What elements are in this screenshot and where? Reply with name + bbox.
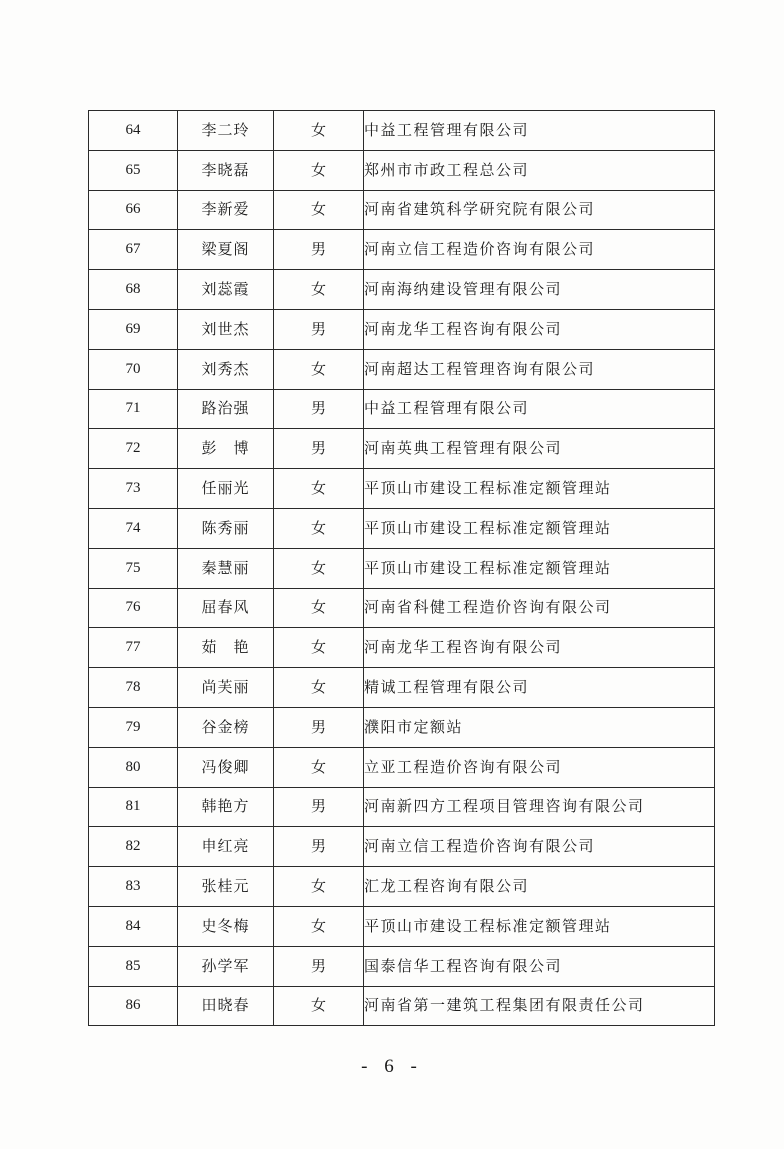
- organization-cell: 河南新四方工程项目管理咨询有限公司: [364, 787, 715, 827]
- gender-cell: 男: [274, 707, 364, 747]
- gender-cell: 女: [274, 906, 364, 946]
- gender-cell: 女: [274, 190, 364, 230]
- row-number-cell: 84: [89, 906, 178, 946]
- name-cell: 秦慧丽: [178, 548, 274, 588]
- organization-cell: 河南省建筑科学研究院有限公司: [364, 190, 715, 230]
- organization-cell: 河南立信工程造价咨询有限公司: [364, 230, 715, 270]
- organization-cell: 河南英典工程管理有限公司: [364, 429, 715, 469]
- organization-cell: 河南海纳建设管理有限公司: [364, 270, 715, 310]
- row-number-cell: 86: [89, 986, 178, 1026]
- name-cell: 路治强: [178, 389, 274, 429]
- name-cell: 李晓磊: [178, 150, 274, 190]
- table-row: [89, 668, 715, 708]
- roster-table-body: [89, 111, 715, 1026]
- row-number-cell: 79: [89, 707, 178, 747]
- gender-cell: 男: [274, 946, 364, 986]
- organization-cell: 国泰信华工程咨询有限公司: [364, 946, 715, 986]
- gender-cell: 女: [274, 747, 364, 787]
- organization-cell: 汇龙工程咨询有限公司: [364, 867, 715, 907]
- row-number-cell: 75: [89, 548, 178, 588]
- gender-cell: 女: [274, 548, 364, 588]
- table-row: [89, 747, 715, 787]
- row-number-cell: 67: [89, 230, 178, 270]
- name-cell: 刘世杰: [178, 309, 274, 349]
- row-number-cell: 65: [89, 150, 178, 190]
- table-row: [89, 946, 715, 986]
- organization-cell: 河南省科健工程造价咨询有限公司: [364, 588, 715, 628]
- row-number-cell: 76: [89, 588, 178, 628]
- table-row: [89, 270, 715, 310]
- gender-cell: 女: [274, 628, 364, 668]
- name-cell: 张桂元: [178, 867, 274, 907]
- gender-cell: 男: [274, 389, 364, 429]
- name-cell: 屈春风: [178, 588, 274, 628]
- table-row: [89, 628, 715, 668]
- gender-cell: 女: [274, 867, 364, 907]
- name-cell: 茹 艳: [178, 628, 274, 668]
- organization-cell: 河南省第一建筑工程集团有限责任公司: [364, 986, 715, 1026]
- row-number-cell: 81: [89, 787, 178, 827]
- organization-cell: 河南龙华工程咨询有限公司: [364, 628, 715, 668]
- row-number-cell: 69: [89, 309, 178, 349]
- organization-cell: 立亚工程造价咨询有限公司: [364, 747, 715, 787]
- organization-cell: 平顶山市建设工程标准定额管理站: [364, 906, 715, 946]
- name-cell: 任丽光: [178, 469, 274, 509]
- gender-cell: 男: [274, 827, 364, 867]
- table-row: [89, 469, 715, 509]
- table-row: [89, 230, 715, 270]
- name-cell: 李二玲: [178, 111, 274, 151]
- table-row: [89, 707, 715, 747]
- gender-cell: 男: [274, 429, 364, 469]
- table-row: [89, 906, 715, 946]
- organization-cell: 河南龙华工程咨询有限公司: [364, 309, 715, 349]
- name-cell: 孙学军: [178, 946, 274, 986]
- name-cell: 陈秀丽: [178, 508, 274, 548]
- name-cell: 韩艳方: [178, 787, 274, 827]
- table-row: [89, 867, 715, 907]
- gender-cell: 男: [274, 787, 364, 827]
- gender-cell: 男: [274, 230, 364, 270]
- row-number-cell: 83: [89, 867, 178, 907]
- table-row: [89, 309, 715, 349]
- row-number-cell: 78: [89, 668, 178, 708]
- table-row: [89, 787, 715, 827]
- name-cell: 尚芙丽: [178, 668, 274, 708]
- table-row: [89, 588, 715, 628]
- name-cell: 李新爱: [178, 190, 274, 230]
- name-cell: 梁夏阁: [178, 230, 274, 270]
- organization-cell: 精诚工程管理有限公司: [364, 668, 715, 708]
- organization-cell: 濮阳市定额站: [364, 707, 715, 747]
- row-number-cell: 82: [89, 827, 178, 867]
- organization-cell: 平顶山市建设工程标准定额管理站: [364, 548, 715, 588]
- row-number-cell: 71: [89, 389, 178, 429]
- name-cell: 冯俊卿: [178, 747, 274, 787]
- name-cell: 申红亮: [178, 827, 274, 867]
- table-row: [89, 349, 715, 389]
- row-number-cell: 68: [89, 270, 178, 310]
- organization-cell: 河南立信工程造价咨询有限公司: [364, 827, 715, 867]
- organization-cell: 中益工程管理有限公司: [364, 111, 715, 151]
- table-row: [89, 827, 715, 867]
- name-cell: 彭 博: [178, 429, 274, 469]
- table-row: [89, 508, 715, 548]
- table-row: [89, 111, 715, 151]
- name-cell: 刘蕊霞: [178, 270, 274, 310]
- gender-cell: 男: [274, 309, 364, 349]
- organization-cell: 平顶山市建设工程标准定额管理站: [364, 508, 715, 548]
- page-number: - 6 -: [361, 1056, 423, 1077]
- table-row: [89, 548, 715, 588]
- gender-cell: 女: [274, 986, 364, 1026]
- table-row: [89, 150, 715, 190]
- gender-cell: 女: [274, 270, 364, 310]
- row-number-cell: 66: [89, 190, 178, 230]
- name-cell: 谷金榜: [178, 707, 274, 747]
- name-cell: 史冬梅: [178, 906, 274, 946]
- row-number-cell: 70: [89, 349, 178, 389]
- row-number-cell: 80: [89, 747, 178, 787]
- gender-cell: 女: [274, 668, 364, 708]
- row-number-cell: 74: [89, 508, 178, 548]
- gender-cell: 女: [274, 588, 364, 628]
- table-row: [89, 389, 715, 429]
- gender-cell: 女: [274, 150, 364, 190]
- table-row: [89, 190, 715, 230]
- organization-cell: 郑州市市政工程总公司: [364, 150, 715, 190]
- gender-cell: 女: [274, 508, 364, 548]
- row-number-cell: 64: [89, 111, 178, 151]
- organization-cell: 中益工程管理有限公司: [364, 389, 715, 429]
- roster-table: [88, 110, 715, 1026]
- name-cell: 刘秀杰: [178, 349, 274, 389]
- gender-cell: 女: [274, 469, 364, 509]
- gender-cell: 女: [274, 111, 364, 151]
- row-number-cell: 77: [89, 628, 178, 668]
- table-row: [89, 986, 715, 1026]
- table-row: [89, 429, 715, 469]
- organization-cell: 平顶山市建设工程标准定额管理站: [364, 469, 715, 509]
- organization-cell: 河南超达工程管理咨询有限公司: [364, 349, 715, 389]
- gender-cell: 女: [274, 349, 364, 389]
- row-number-cell: 73: [89, 469, 178, 509]
- row-number-cell: 72: [89, 429, 178, 469]
- name-cell: 田晓春: [178, 986, 274, 1026]
- row-number-cell: 85: [89, 946, 178, 986]
